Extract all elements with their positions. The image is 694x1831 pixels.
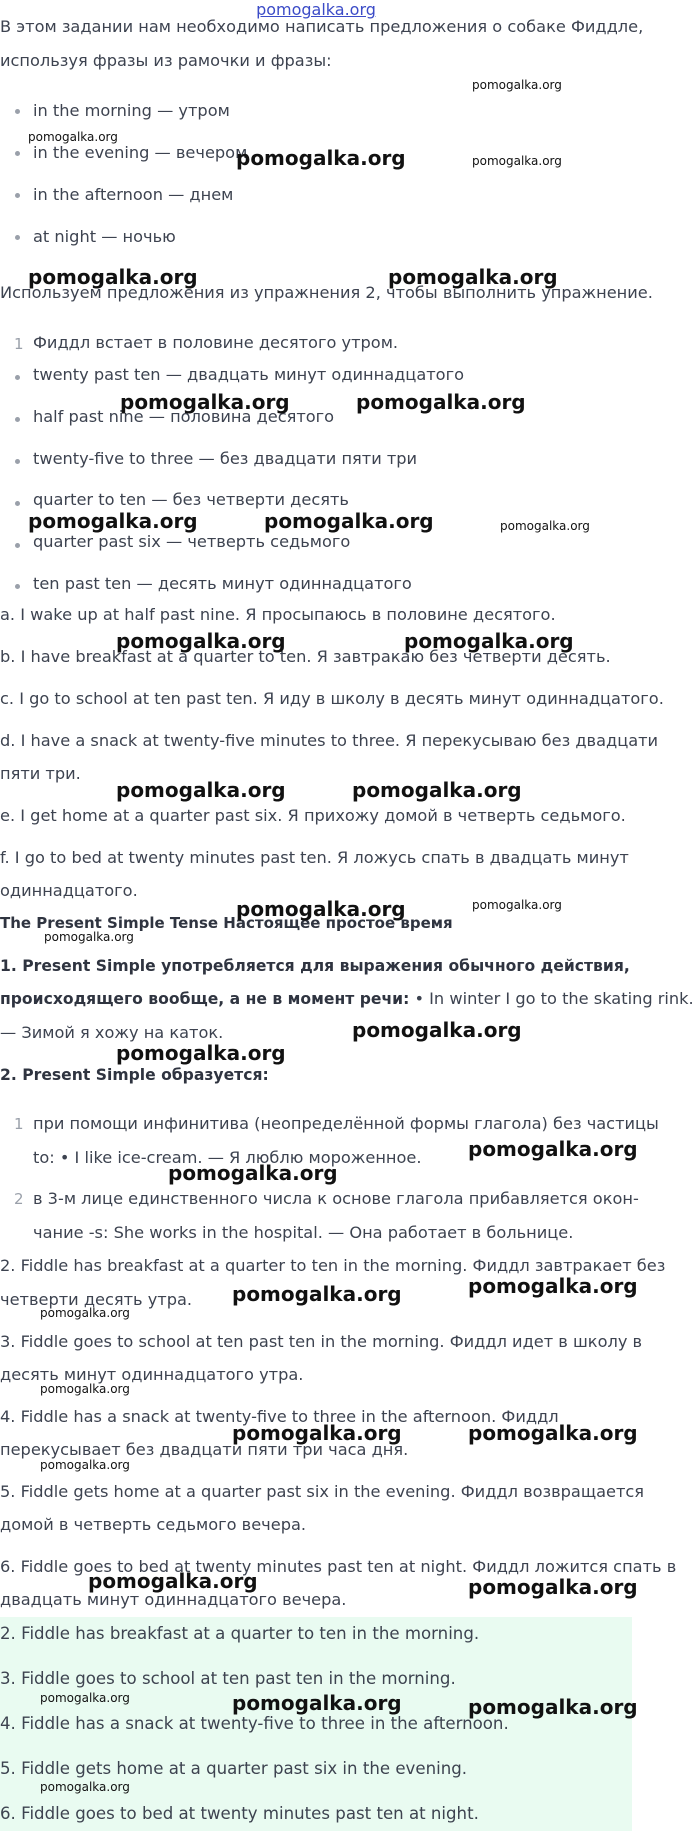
watermark: pomogalka.org: [472, 78, 562, 92]
phrase-item: at night — ночью: [33, 227, 176, 246]
times-first-item: Фиддл встает в половине десятого утром.: [33, 333, 399, 352]
watermark: pomogalka.org: [120, 390, 290, 414]
grammar-p1-line-2: [0, 982, 694, 1016]
answer-en-line: 4. Fiddle has a snack at twenty-five to three in the afternoon.: [0, 1714, 509, 1733]
sentence-d-line-2: пяти три.: [0, 764, 81, 783]
answer-ru-line: 6. Fiddle goes to bed at twenty minutes past ten at night. Фиддл ложится спать в: [0, 1557, 677, 1576]
answer-ru-line: 3. Fiddle goes to school at ten past ten in the morning. Фиддл идет в школу в: [0, 1332, 643, 1351]
watermark: pomogalka.org: [352, 778, 522, 802]
watermark: pomogalka.org: [116, 778, 286, 802]
watermark: pomogalka.org: [468, 1137, 638, 1161]
watermark: pomogalka.org: [116, 629, 286, 653]
phrase-item: in the morning — утром: [33, 101, 230, 120]
use-sentence: Используем предложения из упражнения 2, чтобы выполнить упражнение.: [0, 283, 653, 302]
watermark: pomogalka.org: [388, 265, 558, 289]
answer-en-line: 3. Fiddle goes to school at ten past ten in the morning.: [0, 1669, 456, 1688]
times-item: half past nine — половина десятого: [33, 407, 335, 426]
watermark: pomogalka.org: [88, 1569, 258, 1593]
sentence-e: e. I get home at a quarter past six. Я прихожу домой в четверть седьмого.: [0, 806, 626, 825]
grammar-p1-line-3: — Зимой я хожу на каток.: [0, 1023, 224, 1042]
grammar-n1-line-1: при помощи инфинитива (неопределённой формы глагола) без частицы: [33, 1114, 659, 1133]
grammar-p1-bold: происходящего вообще, а не в момент речи:: [0, 990, 410, 1008]
watermark: pomogalka.org: [40, 1691, 130, 1705]
watermark: pomogalka.org: [472, 154, 562, 168]
sentence-a: a. I wake up at half past nine. Я просыпаюсь в половине десятого.: [0, 605, 556, 624]
bullet-icon: [15, 109, 20, 114]
answer-ru-line: перекусывает без двадцати пяти три часа дня.: [0, 1440, 409, 1459]
watermark: pomogalka.org: [500, 519, 590, 533]
grammar-p2-heading: 2. Present Simple образуется:: [0, 1066, 269, 1084]
watermark: pomogalka.org: [236, 897, 406, 921]
sentence-d-line-1: d. I have a snack at twenty-five minutes to three. Я перекусываю без двадцати: [0, 731, 659, 750]
watermark: pomogalka.org: [232, 1421, 402, 1445]
sentence-f-line-2: одиннадцатого.: [0, 881, 138, 900]
watermark: pomogalka.org: [40, 1458, 130, 1472]
answer-en-line: 5. Fiddle gets home at a quarter past six in the evening.: [0, 1759, 468, 1778]
answer-ru-line: десять минут одиннадцатого утра.: [0, 1365, 304, 1384]
times-item: twenty-five to three — без двадцати пяти три: [33, 449, 418, 468]
answer-ru-line: 5. Fiddle gets home at a quarter past six in the evening. Фиддл возвращается: [0, 1482, 645, 1501]
times-item: ten past ten — десять минут одиннадцатого: [33, 574, 412, 593]
grammar-p1-example: • In winter I go to the skating rink.: [409, 989, 694, 1008]
watermark: pomogalka.org: [28, 509, 198, 533]
answer-ru-line: двадцать минут одиннадцатого вечера.: [0, 1590, 347, 1609]
watermark: pomogalka.org: [236, 146, 406, 170]
intro-line-2: используя фразы из рамочки и фразы:: [0, 51, 332, 70]
times-item: quarter past six — четверть седьмого: [33, 532, 351, 551]
grammar-p1-line-1: 1. Present Simple употребляется для выражения обычного действия,: [0, 957, 630, 975]
bullet-icon: [15, 417, 20, 422]
bullet-icon: [15, 584, 20, 589]
watermark: pomogalka.org: [404, 629, 574, 653]
watermark: pomogalka.org: [168, 1161, 338, 1185]
answer-en-line: 6. Fiddle goes to bed at twenty minutes past ten at night.: [0, 1804, 479, 1823]
watermark: pomogalka.org: [28, 130, 118, 144]
answer-ru-line: 4. Fiddle has a snack at twenty-five to three in the afternoon. Фиддл: [0, 1407, 559, 1426]
intro-line-1: В этом задании нам необходимо написать предложения о собаке Фиддле,: [0, 17, 644, 36]
grammar-n2-line-1: в 3-м лице единственного числа к основе глагола прибавляется окон-: [33, 1189, 639, 1208]
bullet-icon: [15, 375, 20, 380]
watermark: pomogalka.org: [232, 1282, 402, 1306]
times-item: twenty past ten — двадцать минут одиннадцатого: [33, 365, 464, 384]
sentence-c: c. I go to school at ten past ten. Я иду в школу в десять минут одиннадцатого.: [0, 689, 664, 708]
watermark: pomogalka.org: [352, 1018, 522, 1042]
watermark: pomogalka.org: [44, 930, 134, 944]
bullet-icon: [15, 459, 20, 464]
watermark: pomogalka.org: [468, 1695, 638, 1719]
watermark: pomogalka.org: [264, 509, 434, 533]
watermark: pomogalka.org: [116, 1041, 286, 1065]
watermark: pomogalka.org: [472, 898, 562, 912]
bullet-icon: [15, 235, 20, 240]
watermark: pomogalka.org: [468, 1421, 638, 1445]
phrase-item: in the evening — вечером: [33, 143, 248, 162]
grammar-n2-line-2: чание -s: She works in the hospital. — Она работает в больнице.: [33, 1223, 574, 1242]
sentence-f-line-1: f. I go to bed at twenty minutes past ten. Я ложусь спать в двадцать минут: [0, 848, 629, 867]
list-number: 1: [14, 335, 24, 353]
watermark: pomogalka.org: [40, 1306, 130, 1320]
list-number: 1: [14, 1115, 24, 1133]
answer-ru-line: четверти десять утра.: [0, 1290, 193, 1309]
bullet-icon: [15, 193, 20, 198]
bullet-icon: [15, 151, 20, 156]
grammar-n1-line-2: to: • I like ice-cream. — Я люблю мороженное.: [33, 1148, 422, 1167]
watermark: pomogalka.org: [40, 1382, 130, 1396]
watermark: pomogalka.org: [40, 1780, 130, 1794]
watermark: pomogalka.org: [28, 265, 198, 289]
times-item: quarter to ten — без четверти десять: [33, 490, 349, 509]
answer-ru-line: 2. Fiddle has breakfast at a quarter to ten in the morning. Фиддл завтракает без: [0, 1256, 666, 1275]
watermark: pomogalka.org: [232, 1691, 402, 1715]
phrase-item: in the afternoon — днем: [33, 185, 234, 204]
grammar-heading: The Present Simple Tense Настоящее простое время: [0, 914, 453, 932]
watermark: pomogalka.org: [356, 390, 526, 414]
list-number: 2: [14, 1190, 24, 1208]
answer-en-line: 2. Fiddle has breakfast at a quarter to ten in the morning.: [0, 1624, 480, 1643]
answer-ru-line: домой в четверть седьмого вечера.: [0, 1515, 307, 1534]
watermark: pomogalka.org: [468, 1274, 638, 1298]
bullet-icon: [15, 543, 20, 548]
sentence-b: b. I have breakfast at a quarter to ten. Я завтракаю без четверти десять.: [0, 647, 611, 666]
header-link[interactable]: pomogalka.org: [256, 0, 376, 19]
watermark: pomogalka.org: [468, 1575, 638, 1599]
bullet-icon: [15, 501, 20, 506]
